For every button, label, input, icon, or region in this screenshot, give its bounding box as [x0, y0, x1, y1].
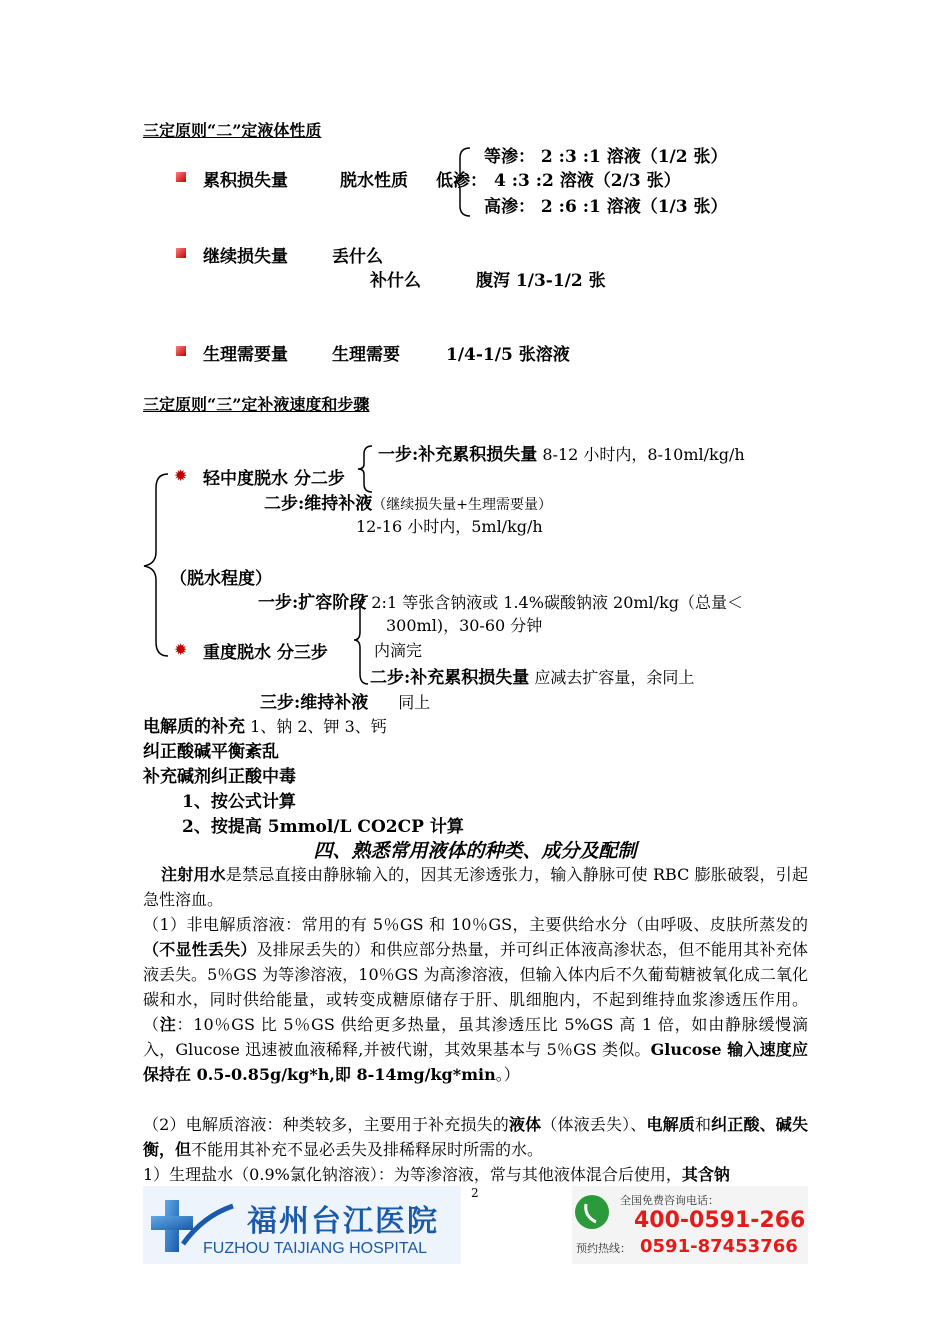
star-bullet-icon: ✹ [174, 640, 188, 659]
row3-mid: 生理需要 [332, 345, 400, 365]
mild-step1: 一步:补充累积损失量 8-12 小时内，8-10ml/kg/h [378, 445, 745, 465]
paragraph-water: 注射用水是禁忌直接由静脉输入的，因其无渗透张力，输入静脉可使 RBC 膨胀破裂，引起急性溶血。 [143, 865, 808, 909]
mild-step2: 二步:维持补液（继续损失量+生理需要量） [264, 494, 553, 514]
severe-step1-end: 内滴完 [374, 641, 423, 660]
severe-step1-cont: 300ml)，30-60 分钟 [386, 616, 543, 635]
method-2: 2、按提高 5mmol/L CO2CP 计算 [182, 817, 464, 837]
star-bullet-icon: ✹ [174, 466, 188, 485]
row1-type: 低渗： [436, 171, 487, 191]
severe-step1: 一步:扩容阶段 2:1 等张含钠液或 1.4%碳酸钠液 20ml/kg（总量＜ [258, 593, 744, 613]
row1-label: 累积损失量 [203, 171, 288, 191]
brace-mild-steps [356, 444, 374, 494]
mild-label: 轻中度脱水 分二步 [203, 469, 345, 489]
phone-label: 全国免费咨询电话： [620, 1194, 719, 1207]
hospital-logo [143, 1186, 461, 1264]
section2-title: 三定原则“二”定液体性质 [143, 121, 322, 140]
square-bullet-icon [176, 248, 186, 258]
row2-val: 腹泻 1/3-1/2 张 [476, 271, 606, 291]
hotline-label: 预约热线： [576, 1242, 631, 1255]
iso-tonic: 等渗： 2 :3 :1 溶液（1/2 张） [484, 147, 728, 167]
alkali-line: 补充碱剂纠正酸中毒 [143, 767, 296, 787]
severe-step3: 三步:维持补液 同上 [260, 693, 431, 713]
row2-label: 继续损失量 [203, 247, 288, 267]
phone-banner [572, 1186, 808, 1264]
page-number: 2 [471, 1186, 479, 1200]
acid-base-line: 纠正酸碱平衡紊乱 [143, 742, 279, 762]
severe-label: 重度脱水 分三步 [203, 643, 328, 663]
hospital-name-cn: 福州台江医院 [247, 1204, 439, 1239]
electrolyte-line: 电解质的补充 1、钠 2、钾 3、钙 [143, 717, 387, 737]
paragraph-saline: 1）生理盐水（0.9%氯化钠溶液）：为等渗溶液，常与其他液体混合后使用，其含钠 [143, 1165, 730, 1184]
row2-sub: 补什么 [370, 271, 421, 291]
hospital-name-en: FUZHOU TAIJIANG HOSPITAL [203, 1240, 428, 1257]
hotline-number: 0591-87453766 [640, 1236, 798, 1257]
mild-step2-rate: 12-16 小时内，5ml/kg/h [356, 517, 543, 536]
brace-severity [140, 472, 170, 662]
row1-mid: 脱水性质 [340, 171, 408, 191]
phone-number: 400-0591-266 [634, 1208, 806, 1233]
row3-val: 1/4-1/5 张溶液 [446, 345, 570, 365]
hyper-tonic: 高渗： 2 :6 :1 溶液（1/3 张） [484, 197, 728, 217]
row2-mid: 丢什么 [332, 247, 383, 267]
hypo-tonic: 4 :3 :2 溶液（2/3 张） [494, 171, 681, 191]
degree-label: （脱水程度） [170, 569, 272, 589]
paragraph-electrolyte: （2）电解质溶液：种类较多，主要用于补充损失的液体（体液丢失）、电解质和纠正酸、碱失衡，但不能用其补充不显必丢失及排稀释尿时所需的水。 [143, 1115, 808, 1159]
square-bullet-icon [176, 172, 186, 182]
method-1: 1、按公式计算 [182, 792, 296, 812]
square-bullet-icon [176, 346, 186, 356]
section3-title: 三定原则“三”定补液速度和步骤 [143, 395, 370, 414]
row3-label: 生理需要量 [203, 345, 288, 365]
severe-step2: 二步:补充累积损失量 应减去扩容量，余同上 [370, 668, 695, 688]
paragraph-non-electrolyte: （1）非电解质溶液：常用的有 5％GS 和 10％GS，主要供给水分（由呼吸、皮肤所蒸发的（不显性丢失）及排尿丢失的）和供应部分热量，并可纠正体液高渗状态，但不能用其补充体液丢失。5％GS 为等渗溶液，10％GS 为高渗溶液，但输入体内后不久葡萄糖被氧化成二氧化碳和水，同时供给能量，或转变成糖原储存于肝、肌细胞内，不起到维持血浆渗透压作用。（注：10％GS 比 5％GS 供给更多热量，虽其渗透压比 5%GS 高 1 倍，如由静脉缓慢滴入，Glucose 迅速被血液稀释,并被代谢，其效果基本与 5％GS 类似。Glucose 输入速度应保持在 0.5-0.85g/kg*h,即 8-14mg/kg*min。） [143, 915, 808, 1084]
section4-title: 四、熟悉常用液体的种类、成分及配制 [313, 840, 637, 862]
